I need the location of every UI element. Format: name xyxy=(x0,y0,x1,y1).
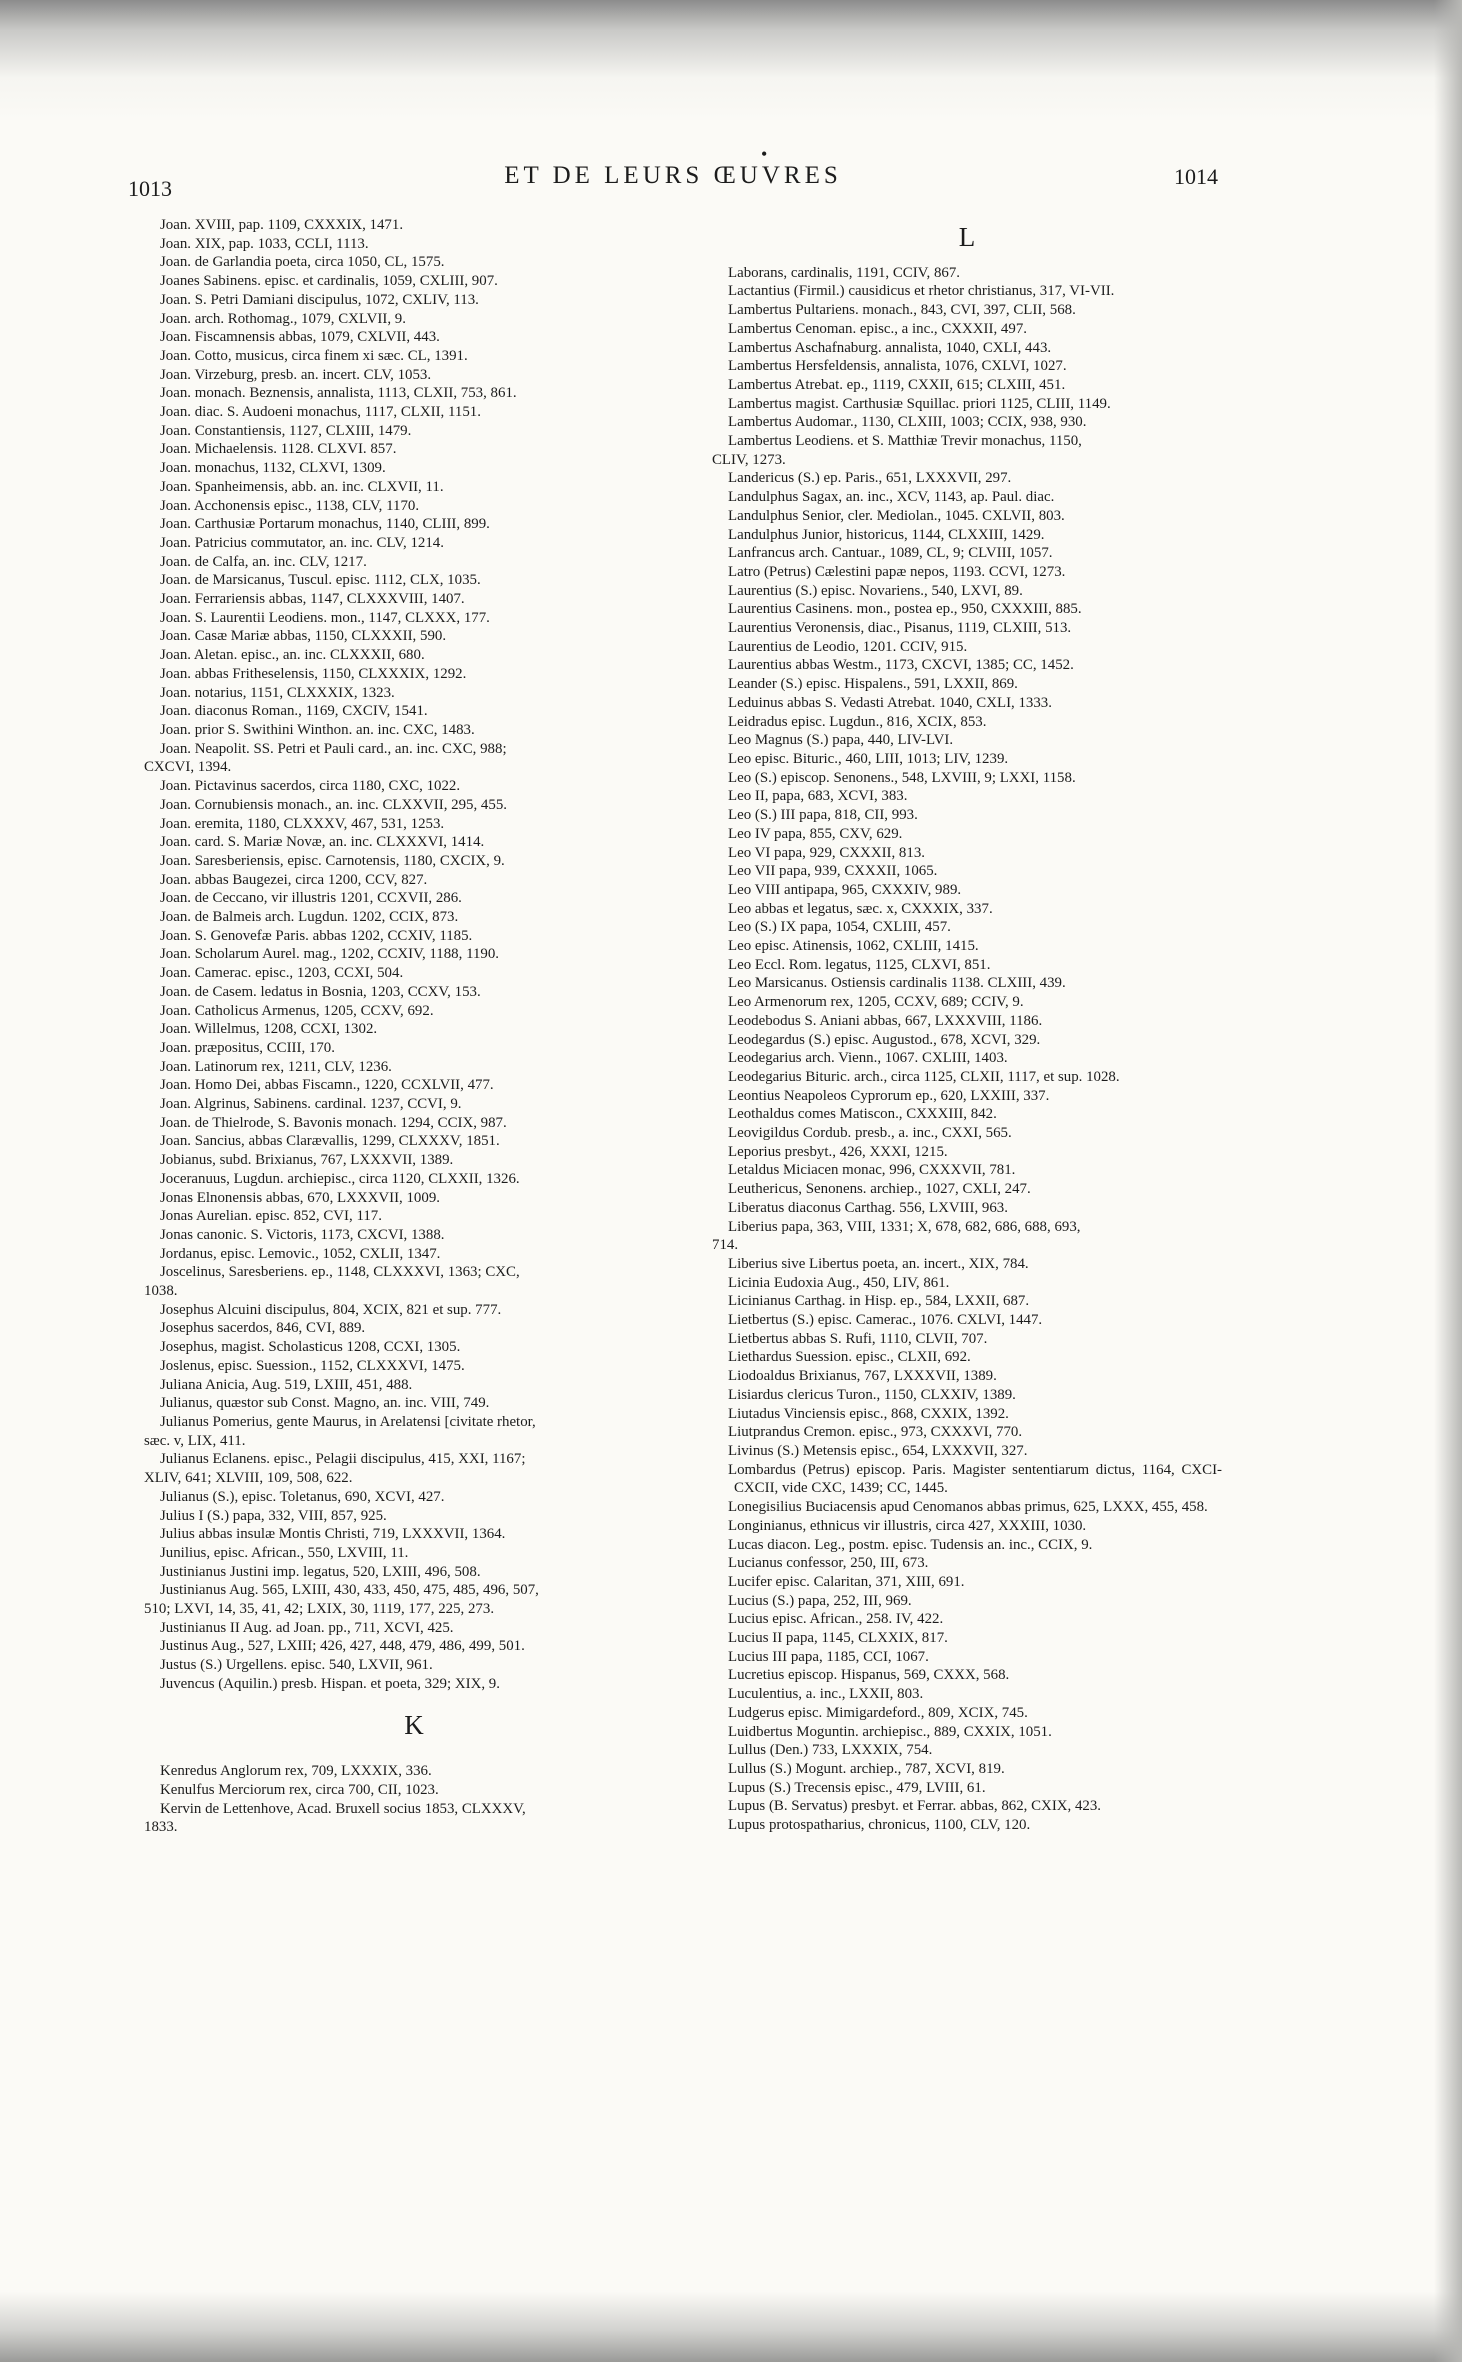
index-entry: Josephus, magist. Scholasticus 1208, CCXI, 1305. xyxy=(160,1339,461,1356)
index-entry: Joan. Algrinus, Sabinens. cardinal. 1237, CCVI, 9. xyxy=(160,1096,462,1113)
index-entry: Laurentius de Leodio, 1201. CCIV, 915. xyxy=(728,638,968,655)
index-entry: Joan. Willelmus, 1208, CCXI, 1302. xyxy=(160,1021,378,1038)
index-group-l2 xyxy=(712,469,1222,1236)
index-group-j3 xyxy=(144,1301,664,1432)
index-entry: Lambertus Cenoman. episc., a inc., CXXXII, 497. xyxy=(728,320,1027,337)
index-entry: Landulphus Junior, historicus, 1144, CLXXIII, 1429. xyxy=(728,526,1045,543)
index-entry: Longinianus, ethnicus vir illustris, circa 427, XXXIII, 1030. xyxy=(728,1517,1087,1534)
index-entry: Livinus (S.) Metensis episc., 654, LXXXVII, 327. xyxy=(728,1443,1028,1459)
index-entry: Joan. Michaelensis. 1128. CLXVI. 857. xyxy=(160,441,397,458)
index-entry: Licinia Eudoxia Aug., 450, LIV, 861. xyxy=(728,1274,950,1291)
index-entry: Ludgerus episc. Mimigardeford., 809, XCIX, 745. xyxy=(728,1704,1028,1721)
index-entry: Julianus, quæstor sub Const. Magno, an. inc. VIII, 749. xyxy=(160,1395,490,1412)
index-entry: Liberius sive Libertus poeta, an. incert., XIX, 784. xyxy=(728,1255,1029,1272)
page-number-right: 1014 xyxy=(1174,164,1218,189)
index-entry: Leo VII papa, 939, CXXXII, 1065. xyxy=(728,863,938,880)
index-entry: Jonas Aurelian. episc. 852, CVI, 117. xyxy=(160,1208,382,1225)
index-entry: Lambertus Hersfeldensis, annalista, 1076, CXLVI, 1027. xyxy=(728,358,1067,375)
index-entry: Leodebodus S. Aniani abbas, 667, LXXXVIII, 1186. xyxy=(728,1012,1043,1029)
index-entry: Liberius papa, 363, VIII, 1331; X, 678, 682, 686, 688, 693, xyxy=(728,1218,1081,1235)
index-entry: Joan. Acchonensis episc., 1138, CLV, 1170. xyxy=(160,497,420,514)
page-number-left: 1013 xyxy=(128,176,172,201)
index-entry: Julianus Pomerius, gente Maurus, in Arelatensi [civitate rhetor, xyxy=(160,1414,536,1430)
index-entry: Leo VIII antipapa, 965, CXXXIV, 989. xyxy=(728,881,962,898)
index-entry: Leporius presbyt., 426, XXXI, 1215. xyxy=(728,1143,948,1160)
index-entry: Landericus (S.) ep. Paris., 651, LXXXVII, 297. xyxy=(728,470,1012,487)
index-entry: Joan. Camerac. episc., 1203, CCXI, 504. xyxy=(160,965,404,982)
index-group-l3 xyxy=(712,1255,1222,1498)
index-entry: Joan. Saresberiensis, episc. Carnotensis, 1180, CXCIX, 9. xyxy=(160,852,505,869)
index-entry: Leo episc. Atinensis, 1062, CXLIII, 1415. xyxy=(728,938,979,955)
index-entry: Joscelinus, Saresberiens. ep., 1148, CLXXXVI, 1363; CXC, xyxy=(160,1264,520,1281)
index-continuation: CXCVI, 1394. xyxy=(144,759,232,776)
index-entry: Joan. Ferrariensis abbas, 1147, CLXXXVIII, 1407. xyxy=(160,591,465,608)
index-entry: Joan. Cornubiensis monach., an. inc. CLXXVII, 295, 455. xyxy=(160,796,507,813)
index-entry: Lullus (S.) Mogunt. archiep., 787, XCVI, 819. xyxy=(728,1760,1005,1777)
index-entry: Joan. card. S. Mariæ Novæ, an. inc. CLXXXVI, 1414. xyxy=(160,834,485,851)
index-entry: Joan. notarius, 1151, CLXXXIX, 1323. xyxy=(160,684,395,701)
index-entry: Joanes Sabinens. episc. et cardinalis, 1059, CXLIII, 907. xyxy=(160,273,498,290)
index-continuation: 1038. xyxy=(144,1283,178,1300)
index-entry: Joan. præpositus, CCIII, 170. xyxy=(160,1039,335,1056)
page-title: ET DE LEURS ŒUVRES xyxy=(504,162,842,189)
right-column xyxy=(712,218,1222,1835)
index-entry: Lullus (Den.) 733, LXXXIX, 754. xyxy=(728,1742,933,1759)
index-continuation: CLIV, 1273. xyxy=(712,451,786,468)
index-entry: Joan. S. Petri Damiani discipulus, 1072, CXLIV, 113. xyxy=(160,291,479,308)
index-entry: Joan. Neapolit. SS. Petri et Pauli card., an. inc. CXC, 988; xyxy=(160,740,507,757)
index-entry: Lambertus Pultariens. monach., 843, CVI, 397, CLII, 568. xyxy=(728,302,1076,319)
index-entry: Leodegardus (S.) episc. Augustod., 678, XCVI, 329. xyxy=(728,1031,1041,1048)
index-entry: Laurentius (S.) episc. Novariens., 540, LXVI, 89. xyxy=(728,582,1023,599)
index-entry: Lucius episc. African., 258. IV, 422. xyxy=(728,1611,944,1628)
index-entry: Leo IV papa, 855, CXV, 629. xyxy=(728,825,903,842)
index-entry: Julius abbas insulæ Montis Christi, 719, LXXXVII, 1364. xyxy=(160,1526,506,1543)
index-entry: Joan. de Marsicanus, Tuscul. episc. 1112, CLX, 1035. xyxy=(160,572,481,589)
index-entry: Leontius Neapoleos Cyprorum ep., 620, LXXIII, 337. xyxy=(728,1087,1050,1104)
index-entry: Leo Marsicanus. Ostiensis cardinalis 1138. CLXIII, 439. xyxy=(728,975,1066,992)
scan-edge-bottom xyxy=(0,2292,1462,2362)
index-entry: Joan. de Garlandia poeta, circa 1050, CL, 1575. xyxy=(160,254,445,271)
page-header xyxy=(128,144,1218,201)
index-entry: Joan. arch. Rothomag., 1079, CXLVII, 9. xyxy=(160,310,406,327)
index-continuation: 510; LXVI, 14, 35, 41, 42; LXIX, 30, 1119, 177, 225, 273. xyxy=(144,1601,495,1618)
index-entry: Licinianus Carthag. in Hisp. ep., 584, LXXII, 687. xyxy=(728,1293,1030,1310)
index-entry: Lucius II papa, 1145, CLXXIX, 817. xyxy=(728,1630,948,1647)
index-entry: Joan. XVIII, pap. 1109, CXXXIX, 1471. xyxy=(160,217,404,233)
index-entry: Joan. diaconus Roman., 1169, CXCIV, 1541. xyxy=(160,703,428,720)
index-entry: Joan. Spanheimensis, abb. an. inc. CLXVII, 11. xyxy=(160,478,444,495)
index-entry: Liutadus Vinciensis episc., 868, CXXIX, 1392. xyxy=(728,1405,1009,1422)
index-entry: Laborans, cardinalis, 1191, CCIV, 867. xyxy=(728,264,961,281)
index-entry: Joan. Catholicus Armenus, 1205, CCXV, 692. xyxy=(160,1002,434,1019)
index-entry: Joan. XIX, pap. 1033, CCLI, 1113. xyxy=(160,235,369,252)
index-group-l4 xyxy=(712,1517,1222,1835)
index-entry: Joan. abbas Baugezei, circa 1200, CCV, 827. xyxy=(160,871,428,888)
index-entry: Justinianus II Aug. ad Joan. pp., 711, XCVI, 425. xyxy=(160,1619,454,1636)
index-entry: Liberatus diaconus Carthag. 556, LXVIII, 963. xyxy=(728,1199,1008,1216)
index-entry: Lupus protospatharius, chronicus, 1100, CLV, 120. xyxy=(728,1817,1031,1834)
index-entry: Joan. Casæ Mariæ abbas, 1150, CLXXXII, 590. xyxy=(160,628,447,645)
index-entry: Joan. Homo Dei, abbas Fiscamn., 1220, CCXLVII, 477. xyxy=(160,1077,494,1094)
index-entry: Lucius III papa, 1185, CCI, 1067. xyxy=(728,1648,929,1665)
index-entry: Josephus sacerdos, 846, CVI, 889. xyxy=(160,1320,366,1337)
index-entry: Julius I (S.) papa, 332, VIII, 857, 925. xyxy=(160,1507,387,1524)
index-entry: Lonegisilius Buciacensis apud Cenomanos abbas primus, 625, LXXX, 455, 458. xyxy=(728,1499,1208,1516)
index-entry: Leo episc. Bituric., 460, LIII, 1013; LIV, 1239. xyxy=(728,750,1009,767)
scan-edge-top xyxy=(0,0,1462,120)
index-entry: Joan. Sancius, abbas Clarævallis, 1299, CLXXXV, 1851. xyxy=(160,1133,500,1150)
index-continuation: 714. xyxy=(712,1237,739,1254)
index-entry: Justinianus Aug. 565, LXIII, 430, 433, 450, 475, 485, 496, 507, xyxy=(160,1582,539,1599)
index-continuation: 1833. xyxy=(144,1819,178,1836)
index-entry: Lisiardus clericus Turon., 1150, CLXXIV, 1389. xyxy=(728,1386,1016,1403)
index-entry: Kervin de Lettenhove, Acad. Bruxell socius 1853, CLXXXV, xyxy=(160,1800,526,1817)
index-entry: Jordanus, episc. Lemovic., 1052, CXLII, 1347. xyxy=(160,1245,441,1262)
index-entry: Lupus (S.) Trecensis episc., 479, LVIII, 61. xyxy=(728,1779,986,1796)
index-entry: Joan. Latinorum rex, 1211, CLV, 1236. xyxy=(160,1058,392,1075)
index-entry: Leo Eccl. Rom. legatus, 1125, CLXVI, 851. xyxy=(728,956,991,973)
index-entry: Laurentius Veronensis, diac., Pisanus, 1119, CLXIII, 513. xyxy=(728,620,1072,637)
index-entry: Lucifer episc. Calaritan, 371, XIII, 691. xyxy=(728,1573,965,1590)
scan-edge-right xyxy=(1434,0,1462,2362)
index-entry: Joan. Pictavinus sacerdos, circa 1180, CXC, 1022. xyxy=(160,778,461,795)
index-entry: Joan. Cotto, musicus, circa finem xi sæc. CL, 1391. xyxy=(160,347,468,364)
index-entry: Joan. monach. Beznensis, annalista, 1113, CLXII, 753, 861. xyxy=(160,385,517,402)
index-entry: Liethardus Suession. episc., CLXII, 692. xyxy=(728,1349,971,1366)
index-entry: Joan. prior S. Swithini Winthon. an. inc. CXC, 1483. xyxy=(160,721,475,738)
index-entry: Landulphus Sagax, an. inc., XCV, 1143, ap. Paul. diac. xyxy=(728,489,1055,506)
index-entry: Joan. abbas Fritheselensis, 1150, CLXXXIX, 1292. xyxy=(160,665,467,682)
index-entry: Leo Armenorum rex, 1205, CCXV, 689; CCIV, 9. xyxy=(728,994,1024,1011)
index-entry: Justinus Aug., 527, LXIII; 426, 427, 448, 479, 486, 499, 501. xyxy=(160,1638,525,1655)
left-column xyxy=(144,216,664,1837)
index-entry: Lambertus Atrebat. ep., 1119, CXXII, 615; CLXIII, 451. xyxy=(728,376,1066,393)
index-entry: Julianus Eclanens. episc., Pelagii discipulus, 415, XXI, 1167; xyxy=(160,1451,526,1468)
index-entry: Lucretius episcop. Hispanus, 569, CXXX, 568. xyxy=(728,1667,1010,1684)
index-entry: Joan. Carthusiæ Portarum monachus, 1140, CLIII, 899. xyxy=(160,516,490,533)
index-entry: Leo VI papa, 929, CXXXII, 813. xyxy=(728,844,925,861)
index-entry: Leo II, papa, 683, XCVI, 383. xyxy=(728,788,908,805)
index-entry: Juvencus (Aquilin.) presb. Hispan. et poeta, 329; XIX, 9. xyxy=(160,1675,500,1692)
index-entry: Lambertus Leodiens. et S. Matthiæ Trevir monachus, 1150, xyxy=(728,433,1082,450)
index-entry: Leovigildus Cordub. presb., a. inc., CXXI, 565. xyxy=(728,1125,1012,1142)
index-entry: Lactantius (Firmil.) causidicus et rhetor christianus, 317, VI-VII. xyxy=(728,283,1115,300)
index-entry: Joan. diac. S. Audoeni monachus, 1117, CLXII, 1151. xyxy=(160,404,481,421)
index-entry: Leo (S.) IX papa, 1054, CXLIII, 457. xyxy=(728,919,951,936)
index-group-j4 xyxy=(144,1488,664,1600)
index-entry: Josephus Alcuini discipulus, 804, XCIX, 821 et sup. 777. xyxy=(160,1301,502,1318)
index-entry: Lombardus (Petrus) episcop. Paris. Magister sententiarum dictus, 1164, CXCI-CXCII, vide CXC, 1439; CC, 1445. xyxy=(728,1461,1222,1497)
index-entry: Leander (S.) episc. Hispalens., 591, LXXII, 869. xyxy=(728,676,1018,693)
index-group-l1 xyxy=(712,264,1222,451)
index-group-j1 xyxy=(144,216,664,758)
index-entry: Lupus (B. Servatus) presbyt. et Ferrar. abbas, 862, CXIX, 423. xyxy=(728,1798,1102,1815)
index-entry: Kenredus Anglorum rex, 709, LXXXIX, 336. xyxy=(160,1763,432,1780)
index-entry: Joan. Patricius commutator, an. inc. CLV, 1214. xyxy=(160,534,444,551)
index-entry: Leuthericus, Senonens. archiep., 1027, CXLI, 247. xyxy=(728,1181,1031,1198)
index-entry: Joan. monachus, 1132, CLXVI, 1309. xyxy=(160,460,386,477)
index-entry: Joan. Constantiensis, 1127, CLXIII, 1479. xyxy=(160,422,412,439)
index-entry: Leodegarius Bituric. arch., circa 1125, CLXII, 1117, et sup. 1028. xyxy=(728,1068,1120,1085)
index-entry: Jonas Elnonensis abbas, 670, LXXXVII, 1009. xyxy=(160,1189,440,1206)
index-entry: Joceranuus, Lugdun. archiepisc., circa 1120, CLXXII, 1326. xyxy=(160,1170,520,1187)
index-continuation: XLIV, 641; XLVIII, 109, 508, 622. xyxy=(144,1470,353,1487)
index-entry: Latro (Petrus) Cælestini papæ nepos, 1193. CCVI, 1273. xyxy=(728,563,1066,580)
index-entry: Joan. de Casem. ledatus in Bosnia, 1203, CCXV, 153. xyxy=(160,983,481,1000)
index-entry: Joan. S. Laurentii Leodiens. mon., 1147, CLXXX, 177. xyxy=(160,609,490,626)
index-entry: Lucas diacon. Leg., postm. episc. Tudensis an. inc., CCIX, 9. xyxy=(728,1536,1093,1553)
index-entry: Landulphus Senior, cler. Mediolan., 1045. CXLVII, 803. xyxy=(728,507,1065,524)
index-entry: Joslenus, episc. Suession., 1152, CLXXXVI, 1475. xyxy=(160,1357,465,1374)
index-entry: Juliana Anicia, Aug. 519, LXIII, 451, 488. xyxy=(160,1376,413,1393)
index-entry: Joan. Fiscamnensis abbas, 1079, CXLVII, 443. xyxy=(160,329,440,346)
index-entry: Joan. de Ceccano, vir illustris 1201, CCXVII, 286. xyxy=(160,890,462,907)
section-letter-k: K xyxy=(404,1709,424,1740)
index-entry: Letaldus Miciacen monac, 996, CXXXVII, 781. xyxy=(728,1162,1016,1179)
index-entry: Leidradus episc. Lugdun., 816, XCIX, 853. xyxy=(728,713,987,730)
index-entry: Leo abbas et legatus, sæc. x, CXXXIX, 337. xyxy=(728,900,993,917)
index-entry: Joan. Scholarum Aurel. mag., 1202, CCXIV, 1188, 1190. xyxy=(160,946,500,963)
section-letter-l: L xyxy=(958,222,976,252)
index-entry: Liutprandus Cremon. episc., 973, CXXXVI, 770. xyxy=(728,1424,1023,1441)
index-entry: Laurentius Casinens. mon., postea ep., 950, CXXXIII, 885. xyxy=(728,601,1082,618)
index-entry: Lanfrancus arch. Cantuar., 1089, CL, 9; CLVIII, 1057. xyxy=(728,545,1053,562)
index-entry: Leduinus abbas S. Vedasti Atrebat. 1040, CXLI, 1333. xyxy=(728,694,1052,711)
index-entry: Junilius, episc. African., 550, LXVIII, 11. xyxy=(160,1544,409,1561)
index-entry: Lambertus magist. Carthusiæ Squillac. priori 1125, CLIII, 1149. xyxy=(728,395,1111,412)
index-entry: Lambertus Audomar., 1130, CLXIII, 1003; CCIX, 938, 930. xyxy=(728,414,1087,431)
header-dot: • xyxy=(761,144,768,164)
index-entry: Justus (S.) Urgellens. episc. 540, LXVII, 961. xyxy=(160,1657,433,1674)
index-entry: Jonas canonic. S. Victoris, 1173, CXCVI, 1388. xyxy=(160,1226,445,1243)
index-entry: Leodegarius arch. Vienn., 1067. CXLIII, 1403. xyxy=(728,1050,1008,1067)
index-entry: Kenulfus Merciorum rex, circa 700, CII, 1023. xyxy=(160,1781,439,1798)
index-entry: Leothaldus comes Matiscon., CXXXIII, 842. xyxy=(728,1106,997,1123)
index-entry: Lietbertus abbas S. Rufi, 1110, CLVII, 707. xyxy=(728,1330,988,1347)
index-entry: Lietbertus (S.) episc. Camerac., 1076. CXLVI, 1447. xyxy=(728,1312,1043,1329)
index-group-j5 xyxy=(144,1619,664,1694)
index-entry: Justinianus Justini imp. legatus, 520, LXIII, 496, 508. xyxy=(160,1563,481,1580)
index-entry: Liodoaldus Brixianus, 767, LXXXVII, 1389. xyxy=(728,1368,997,1385)
index-entry: Joan. de Thielrode, S. Bavonis monach. 1294, CCIX, 987. xyxy=(160,1114,507,1131)
index-entry: Joan. S. Genovefæ Paris. abbas 1202, CCXIV, 1185. xyxy=(160,927,473,944)
index-entry: Joan. de Balmeis arch. Lugdun. 1202, CCIX, 873. xyxy=(160,909,459,926)
index-continuation: sæc. v, LIX, 411. xyxy=(144,1432,246,1449)
index-entry: Laurentius abbas Westm., 1173, CXCVI, 1385; CC, 1452. xyxy=(728,657,1074,674)
index-entry: Leo (S.) III papa, 818, CII, 993. xyxy=(728,807,918,824)
index-entry: Joan. eremita, 1180, CLXXXV, 467, 531, 1253. xyxy=(160,815,445,832)
index-entry: Lucianus confessor, 250, III, 673. xyxy=(728,1555,929,1572)
index-entry: Leo Magnus (S.) papa, 440, LIV-LVI. xyxy=(728,732,954,749)
index-entry: Julianus (S.), episc. Toletanus, 690, XCVI, 427. xyxy=(160,1488,445,1505)
index-entry: Luculentius, a. inc., LXXII, 803. xyxy=(728,1686,924,1703)
index-entry: Luidbertus Moguntin. archiepisc., 889, CXXIX, 1051. xyxy=(728,1723,1052,1740)
index-entry: Joan. Aletan. episc., an. inc. CLXXXII, 680. xyxy=(160,647,425,664)
index-group-j2 xyxy=(144,777,664,1282)
index-entry: Jobianus, subd. Brixianus, 767, LXXXVII, 1389. xyxy=(160,1152,454,1169)
index-group-k xyxy=(144,1762,664,1818)
index-entry: Lucius (S.) papa, 252, III, 969. xyxy=(728,1592,912,1609)
index-entry: Leo (S.) episcop. Senonens., 548, LXVIII, 9; LXXI, 1158. xyxy=(728,769,1076,786)
index-entry: Joan. de Calfa, an. inc. CLV, 1217. xyxy=(160,553,367,570)
index-entry: Joan. Virzeburg, presb. an. incert. CLV, 1053. xyxy=(160,366,432,383)
index-entry: Lambertus Aschafnaburg. annalista, 1040, CXLI, 443. xyxy=(728,339,1052,356)
